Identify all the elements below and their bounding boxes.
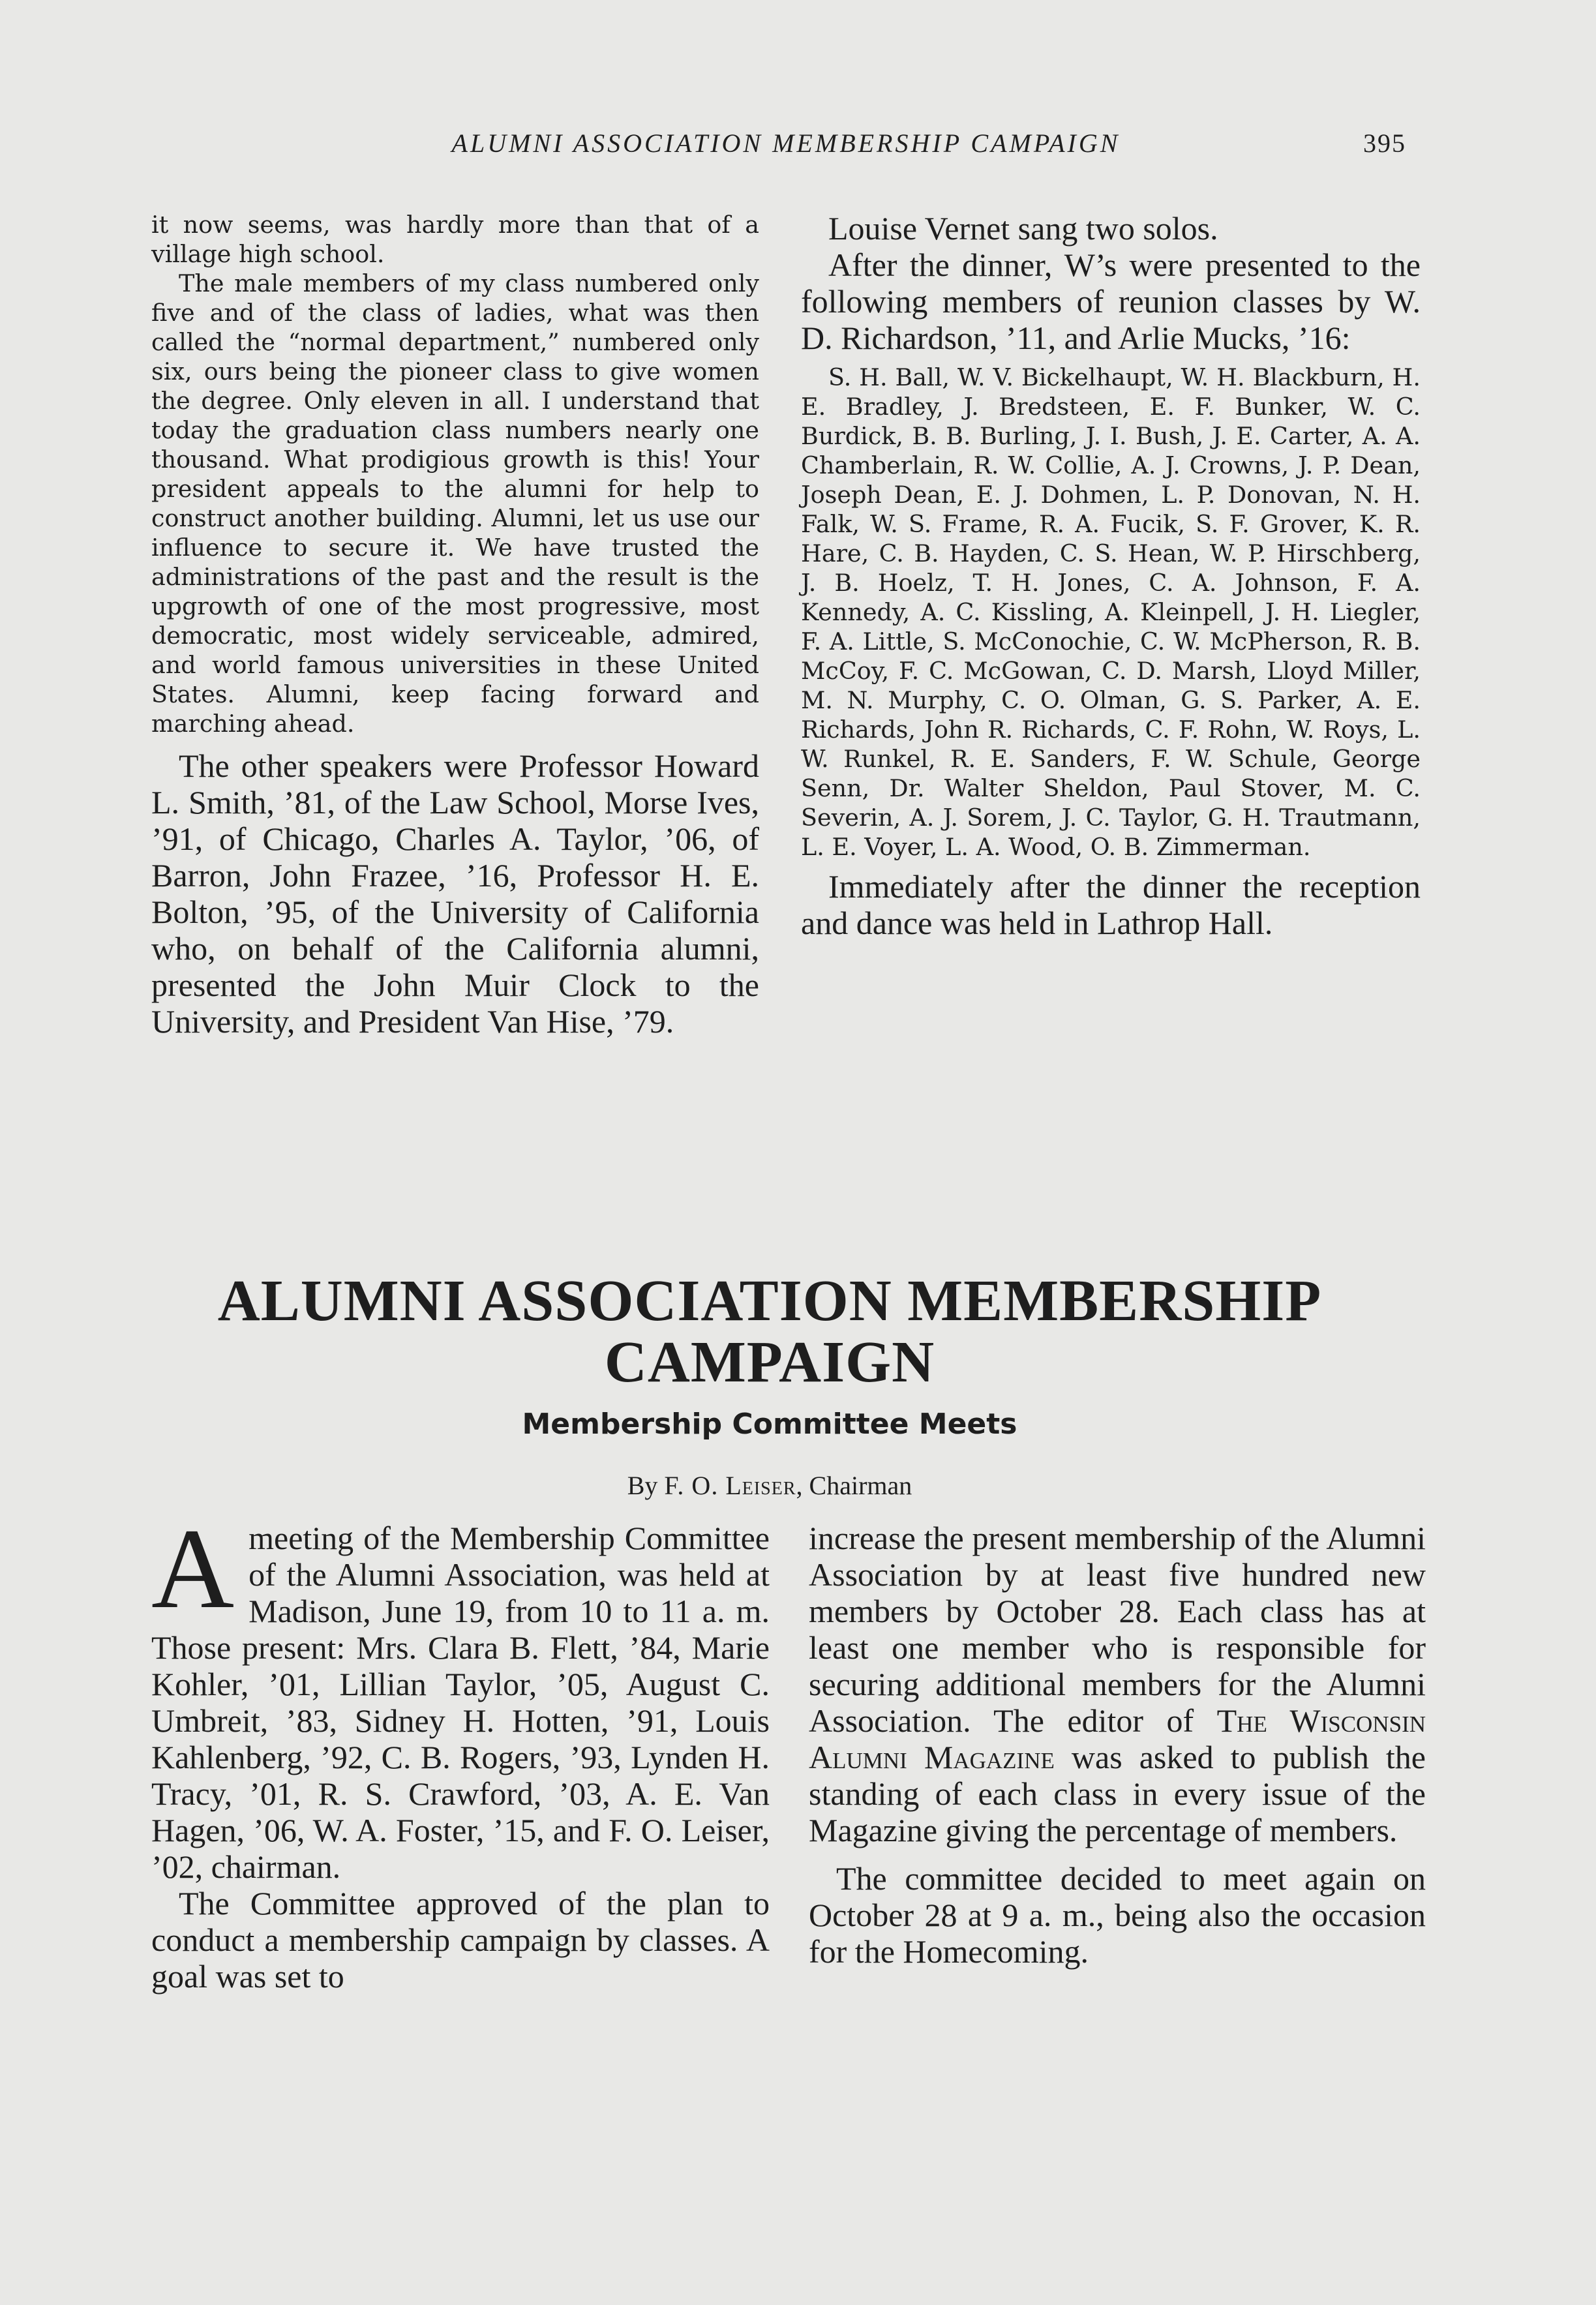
byline-prefix: By xyxy=(627,1471,658,1500)
drop-cap: A xyxy=(151,1505,235,1633)
upper-left-column xyxy=(151,210,759,1040)
upper-right-column xyxy=(801,210,1421,941)
solos-paragraph: Louise Vernet sang two solos. xyxy=(828,210,1218,247)
running-header: ALUMNI ASSOCIATION MEMBERSHIP CAMPAIGN xyxy=(451,128,1121,158)
plan-paragraph: The Committee approved of the plan to conduct a membership campaign by classes. A goal was set to xyxy=(151,1885,770,1995)
byline-role: , Chairman xyxy=(796,1471,912,1500)
page-number: 395 xyxy=(1363,128,1406,158)
magazine-name: The Wisconsin Alumni Magazine xyxy=(809,1702,1426,1775)
dinner-report xyxy=(801,210,1421,356)
speech-paragraph: The male members of my class numbered only five and of the class of ladies, what was then called the “normal department,” numbered only six, ours being the pioneer class to give women the degree. Only eleven in all. I understand that today the graduation class numbers nearly one thousand. What prodigious growth is this! Your president appeals to the alumni for help to construct another building. Alumni, let us use our influence to secure it. We have trusted the administrations of the past and the result is the upgrowth of one of the most progressive, most democratic, most widely serviceable, admired, and world famous universities in these United States. Alumni, keep facing forward and marching ahead. xyxy=(151,269,759,738)
speech-paragraph: it now seems, was hardly more than that of a village high school. xyxy=(151,211,759,268)
award-recipients-list: S. H. Ball, W. V. Bickelhaupt, W. H. Blackburn, H. E. Bradley, J. Bredsteen, E. F. Bunker, W. C. Burdick, B. B. Burling, J. I. Bush, J. E. Carter, A. A. Chamberlain, R. W. Collie, A. J. Crowns, J. P. Dean, Joseph Dean, E. J. Dohmen, L. P. Donovan, N. H. Falk, W. S. Frame, R. A. Fucik, S. F. Grover, K. R. Hare, C. B. Hayden, C. S. Hean, W. P. Hirschberg, J. B. Hoelz, T. H. Jones, C. A. Johnson, F. A. Kennedy, A. C. Kissling, A. Kleinpell, J. H. Liegler, F. A. Little, S. McConochie, C. W. McPherson, R. B. McCoy, F. C. McGowan, C. D. Marsh, Lloyd Miller, M. N. Murphy, C. O. Olman, G. S. Parker, A. E. Richards, John R. Richards, C. F. Rohn, W. Roys, L. W. Runkel, R. E. Sanders, F. W. Schule, George Senn, Dr. Walter Sheldon, Paul Stover, M. C. Severin, A. J. Sorem, J. C. Taylor, G. H. Trautmann, L. E. Voyer, L. A. Wood, O. B. Zimmerman. xyxy=(801,363,1421,861)
speech-excerpt xyxy=(151,210,759,738)
article-left-column xyxy=(151,1505,770,1995)
goal-text-continued: was asked to publish the standing of each class in every issue of the Magazine giving the percentage of members. xyxy=(809,1739,1426,1848)
meeting-paragraph xyxy=(151,1505,770,1885)
goal-text: increase the present membership of the Alumni Association by at least five hundred new members by October 28. Each class has at least one member who is responsible for securing additional members for the Alumni Association. The editor of xyxy=(809,1520,1426,1739)
byline-author: F. O. Leiser xyxy=(664,1471,796,1500)
meeting-text: meeting of the Membership Committee of the Alumni Association, was held at Madison, June 19, from 10 to 11 a. m. Those present: Mrs. Clara B. Flett, ’84, Marie Kohler, ’01, Lillian Taylor, ’05, August C. Umbreit, ’83, Sidney H. Hotten, ’91, Louis Kahlenberg, ’92, C. B. Rogers, ’93, Lynden H. Tracy, ’01, R. S. Crawford, ’03, A. E. Van Hagen, ’06, W. A. Foster, ’15, and F. O. Leiser, ’02, chairman. xyxy=(151,1520,770,1885)
other-speakers-paragraph: The other speakers were Professor Howard L. Smith, ’81, of the Law School, Morse Ives, ’91, of Chicago, Charles A. Taylor, ’06, of Barron, John Frazee, ’16, Professor H. E. Bolton, ’95, of the University of California who, on behalf of the California alumni, presented the John Muir Clock to the University, and President Van Hise, ’79. xyxy=(151,747,759,1040)
awards-paragraph: After the dinner, W’s were presented to the following members of reunion classes by W. D. Richardson, ’11, and Arlie Mucks, ’16: xyxy=(801,247,1421,356)
article-byline xyxy=(117,1470,1422,1501)
goal-paragraph xyxy=(809,1520,1426,1848)
article-right-column xyxy=(809,1520,1426,1970)
article-title: ALUMNI ASSOCIATION MEMBERSHIP CAMPAIGN xyxy=(217,1269,1322,1394)
reception-paragraph: Immediately after the dinner the reception and dance was held in Lathrop Hall. xyxy=(801,868,1421,941)
next-meeting-paragraph: The committee decided to meet again on October 28 at 9 a. m., being also the occasion for the Homecoming. xyxy=(809,1860,1426,1970)
article-subtitle: Membership Committee Meets xyxy=(522,1408,1017,1441)
